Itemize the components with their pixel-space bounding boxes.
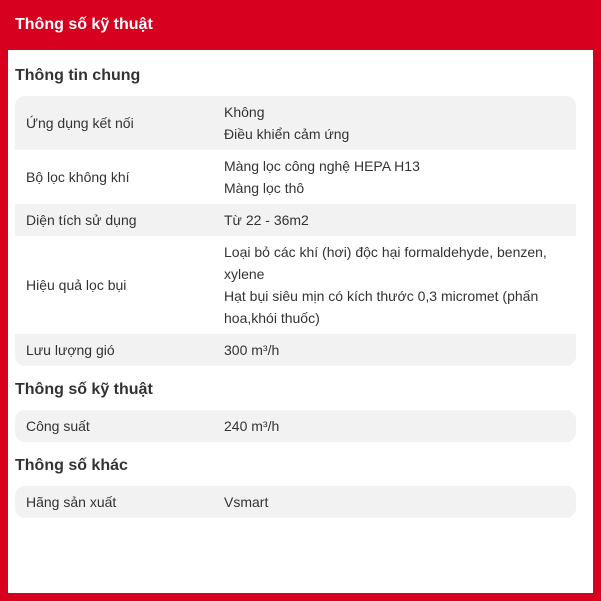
spec-value-line: Không [224, 104, 265, 120]
spec-value-line: Loại bỏ các khí (hơi) độc hại formaldehyde, benzen, xylene [224, 244, 547, 282]
spec-value-line: Màng lọc thô [224, 180, 305, 196]
spec-label: Hiệu quả lọc bụi [26, 277, 127, 293]
spec-value-line: 300 m³/h [224, 342, 280, 358]
spec-label: Hãng sản xuất [26, 494, 117, 510]
spec-row [15, 96, 576, 150]
spec-label: Bộ lọc không khí [26, 169, 130, 185]
spec-row [15, 410, 576, 442]
spec-value [224, 241, 576, 329]
spec-section [15, 456, 576, 518]
spec-row [15, 236, 576, 334]
spec-value [224, 415, 576, 437]
section-title: Thông tin chung [15, 67, 141, 84]
spec-table [15, 96, 576, 366]
section-title: Thông số kỹ thuật [15, 381, 153, 398]
spec-value-line: Điều khiển cảm ứng [224, 126, 350, 142]
spec-value [224, 101, 576, 145]
spec-value-line: 240 m³/h [224, 418, 280, 434]
spec-section [15, 380, 576, 442]
spec-row [15, 334, 576, 366]
spec-section [15, 66, 576, 366]
spec-label: Ứng dụng kết nối [26, 115, 134, 131]
spec-table [15, 410, 576, 442]
spec-value-line: Từ 22 - 36m2 [224, 212, 309, 228]
spec-row [15, 486, 576, 518]
spec-header [8, 0, 593, 50]
spec-value [224, 155, 576, 199]
spec-panel [8, 50, 593, 593]
spec-label: Lưu lượng gió [26, 342, 115, 358]
spec-value-line: Màng lọc công nghệ HEPA H13 [224, 158, 420, 174]
spec-value [224, 491, 576, 513]
spec-header-title: Thông số kỹ thuật [15, 16, 153, 33]
spec-label: Công suất [26, 418, 90, 434]
section-title: Thông số khác [15, 457, 128, 474]
spec-value [224, 209, 576, 231]
spec-label: Diện tích sử dụng [26, 212, 137, 228]
spec-table [15, 486, 576, 518]
spec-row [15, 204, 576, 236]
spec-value-line: Vsmart [224, 494, 269, 510]
spec-value [224, 339, 576, 361]
spec-value-line: Hạt bụi siêu mịn có kích thước 0,3 micromet (phấn hoa,khói thuốc) [224, 288, 539, 326]
spec-row [15, 150, 576, 204]
